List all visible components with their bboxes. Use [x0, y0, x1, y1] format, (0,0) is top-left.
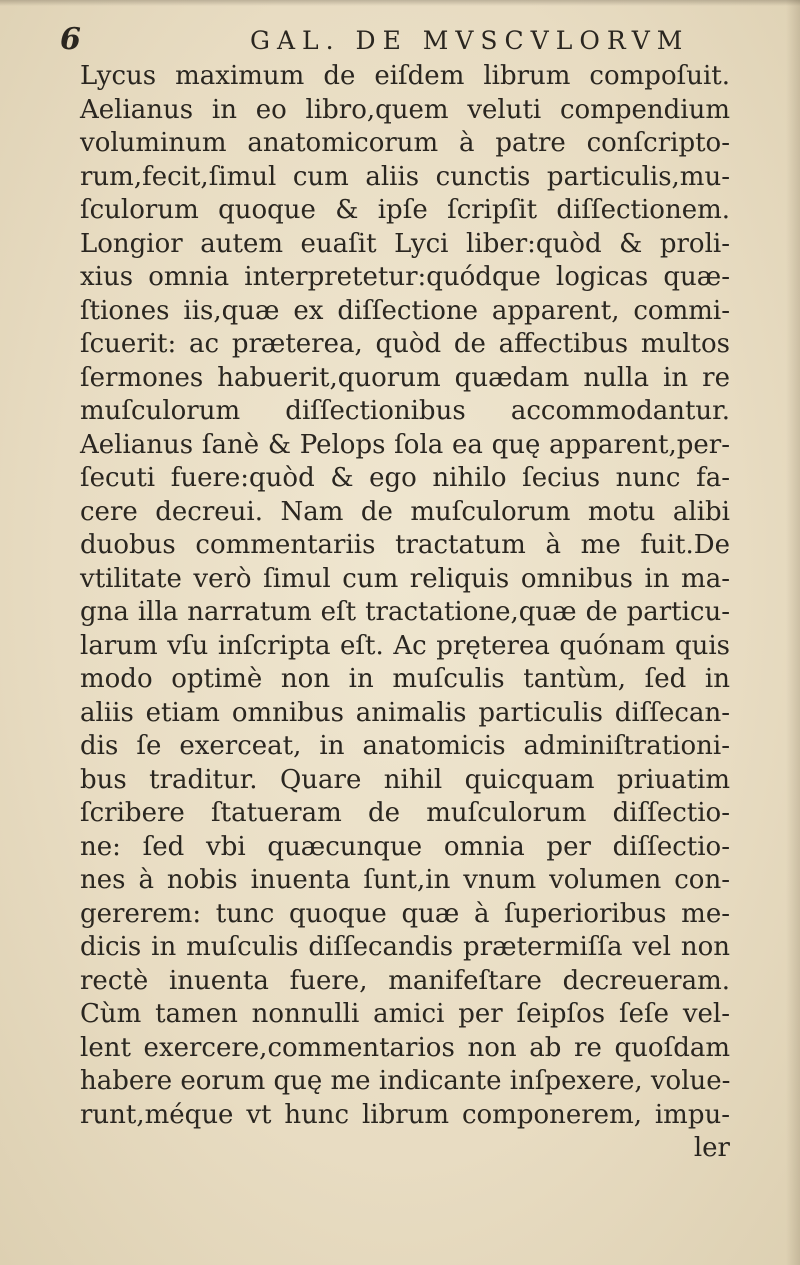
text-line: duobus commentariis tractatum à me fuit.De	[80, 530, 730, 560]
text-line: ne: ſed vbi quæcunque omnia per diſſectio-	[80, 831, 730, 862]
text-line: ſermones habuerit,quorum quædam nulla in re	[80, 362, 730, 393]
text-line: dis ſe exerceat, in anatomicis adminiſtrationi-	[80, 731, 730, 761]
page-header	[60, 22, 760, 58]
text-line: runt,méque vt hunc librum componerem, impu-	[80, 1099, 730, 1130]
text-line: aliis etiam omnibus animalis particulis diſſecan-	[80, 697, 730, 728]
text-line: Lycus maximum de eiſdem librum compoſuit.	[80, 61, 730, 91]
body-text	[80, 60, 730, 1166]
text-line: modo optimè non in muſculis tantùm, ſed in	[80, 664, 730, 694]
text-line: gna illa narratum eſt tractatione,quæ de particu-	[80, 597, 730, 627]
text-line: muſculorum diſſectionibus accommodantur.	[80, 396, 730, 426]
text-line: ſcuerit: ac præterea, quòd de affectibus multos	[80, 329, 730, 359]
text-line: rectè inuenta fuere, manifeſtare decreueram.	[80, 965, 730, 996]
page-number: 6	[60, 22, 81, 57]
page-right-shadow	[786, 0, 800, 1265]
text-line: vtilitate verò ſimul cum reliquis omnibus in ma-	[80, 563, 730, 594]
text-line: voluminum anatomicorum à patre conſcripto-	[80, 128, 730, 158]
text-line: lent exercere,commentarios non ab re quoſdam	[80, 1032, 730, 1063]
running-head: GAL. DE MVSCVLORVM	[250, 26, 690, 55]
text-line: dicis in muſculis diſſecandis prætermiſſa vel non	[80, 932, 730, 962]
text-line: ſtiones iis,quæ ex diſſectione apparent, commi-	[80, 295, 730, 326]
text-line: Aelianus in eo libro,quem veluti compendium	[80, 94, 730, 125]
text-line: larum vſu inſcripta eſt. Ac pręterea quónam quis	[80, 630, 730, 661]
text-line: xius omnia interpretetur:quódque logicas quæ-	[80, 262, 730, 292]
text-line: bus traditur. Quare nihil quicquam priuatim	[80, 764, 730, 795]
text-line: Longior autem euaſit Lyci liber:quòd & proli-	[80, 228, 730, 259]
text-line: Cùm tamen nonnulli amici per ſeipſos ſeſe vel-	[80, 999, 730, 1029]
text-line: cere decreui. Nam de muſculorum motu alibi	[80, 496, 730, 527]
text-line: gererem: tunc quoque quæ à ſuperioribus me-	[80, 898, 730, 929]
text-line: habere eorum quę me indicante inſpexere, volue-	[80, 1066, 731, 1096]
catchword: ler	[693, 1133, 730, 1163]
text-line: ſecuti fuere:quòd & ego nihilo ſecius nunc fa-	[80, 463, 730, 493]
text-line: Aelianus ſanè & Pelops ſola ea quę apparent,per-	[80, 429, 730, 460]
text-line: nes à nobis inuenta ſunt,in vnum volumen con-	[80, 865, 730, 895]
text-line: ſcribere ſtatueram de muſculorum diſſectio-	[80, 798, 730, 828]
text-line: rum,fecit,ſimul cum aliis cunctis particulis,mu-	[80, 161, 730, 192]
text-line: ſculorum quoque & ipſe ſcripſit diſſectionem.	[80, 195, 730, 225]
page-top-shadow	[0, 0, 800, 6]
